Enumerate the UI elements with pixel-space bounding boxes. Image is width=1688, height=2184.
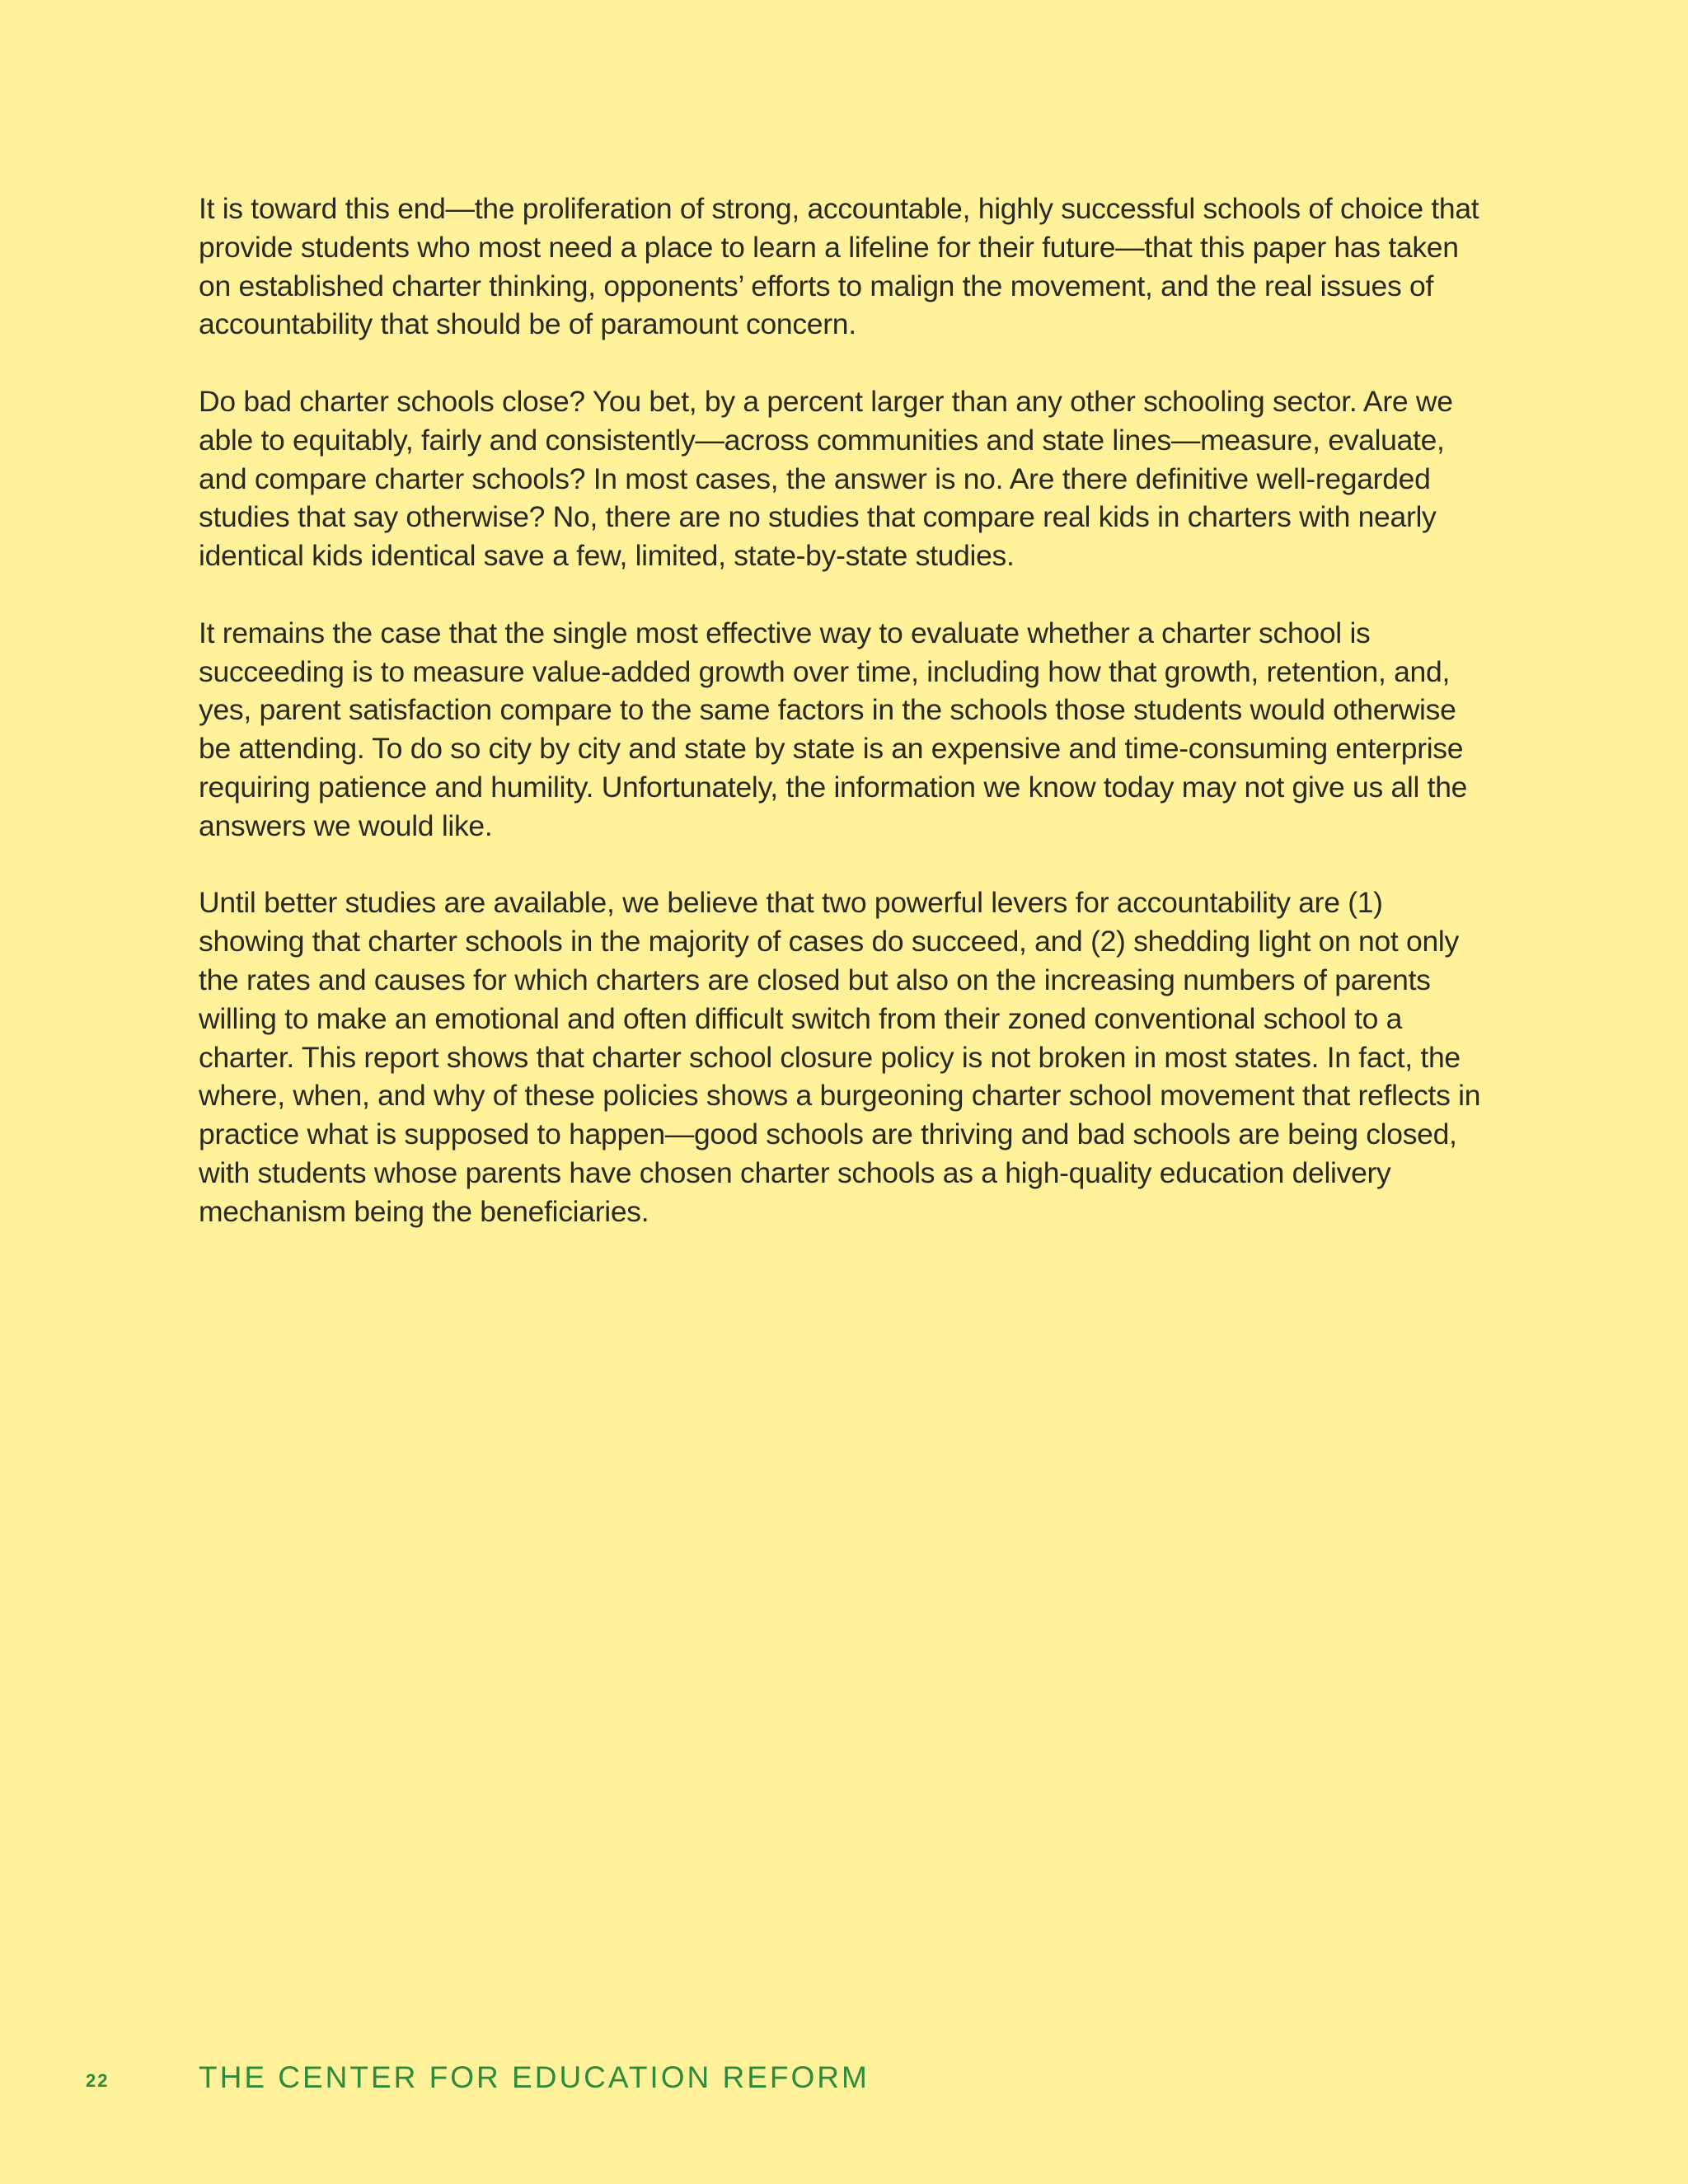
body-text	[199, 190, 1484, 1269]
paragraph-2: Do bad charter schools close? You bet, by a percent larger than any other schooling sector. Are we able to equitably, fairly and consistently—across communities and state lines—measure, evaluate, and compare charter schools? In most cases, the answer is no. Are there definitive well-regarded studies that say otherwise? No, there are no studies that compare real kids in charters with nearly identical kids identical save a few, limited, state-by-state studies.	[199, 384, 1453, 573]
paragraph-1: It is toward this end—the proliferation of strong, accountable, highly successful schools of choice that provide students who most need a place to learn a lifeline for their future—that this paper has taken on established charter thinking, opponents’ efforts to malign the movement, and the real issues of accountability that should be of paramount concern.	[199, 192, 1479, 341]
page-number: 22	[86, 2070, 110, 2091]
paragraph-4: Until better studies are available, we believe that two powerful levers for accountability are (1) showing that charter schools in the majority of cases do succeed, and (2) shedding light on not only the rates and causes for which charters are closed but also on the increasing numbers of parents willing to make an emotional and often difficult switch from their zoned conventional school to a charter. This report shows that charter school closure policy is not broken in most states. In fact, the where, when, and why of these policies shows a burgeoning charter school movement that reflects in practice what is supposed to happen—good schools are thriving and bad schools are being closed, with students whose parents have chosen charter schools as a high-quality education delivery mechanism being the beneficiaries.	[199, 886, 1481, 1228]
organization-name: THE CENTER FOR EDUCATION REFORM	[199, 2060, 870, 2094]
paragraph-3: It remains the case that the single most effective way to evaluate whether a charter school is succeeding is to measure value-added growth over time, including how that growth, retention, and, yes, parent satisfaction compare to the same factors in the schools those students would otherwise be attending. To do so city by city and state by state is an expensive and time-consuming enterprise requiring patience and humility. Unfortunately, the information we know today may not give us all the answers we would like.	[199, 616, 1468, 842]
